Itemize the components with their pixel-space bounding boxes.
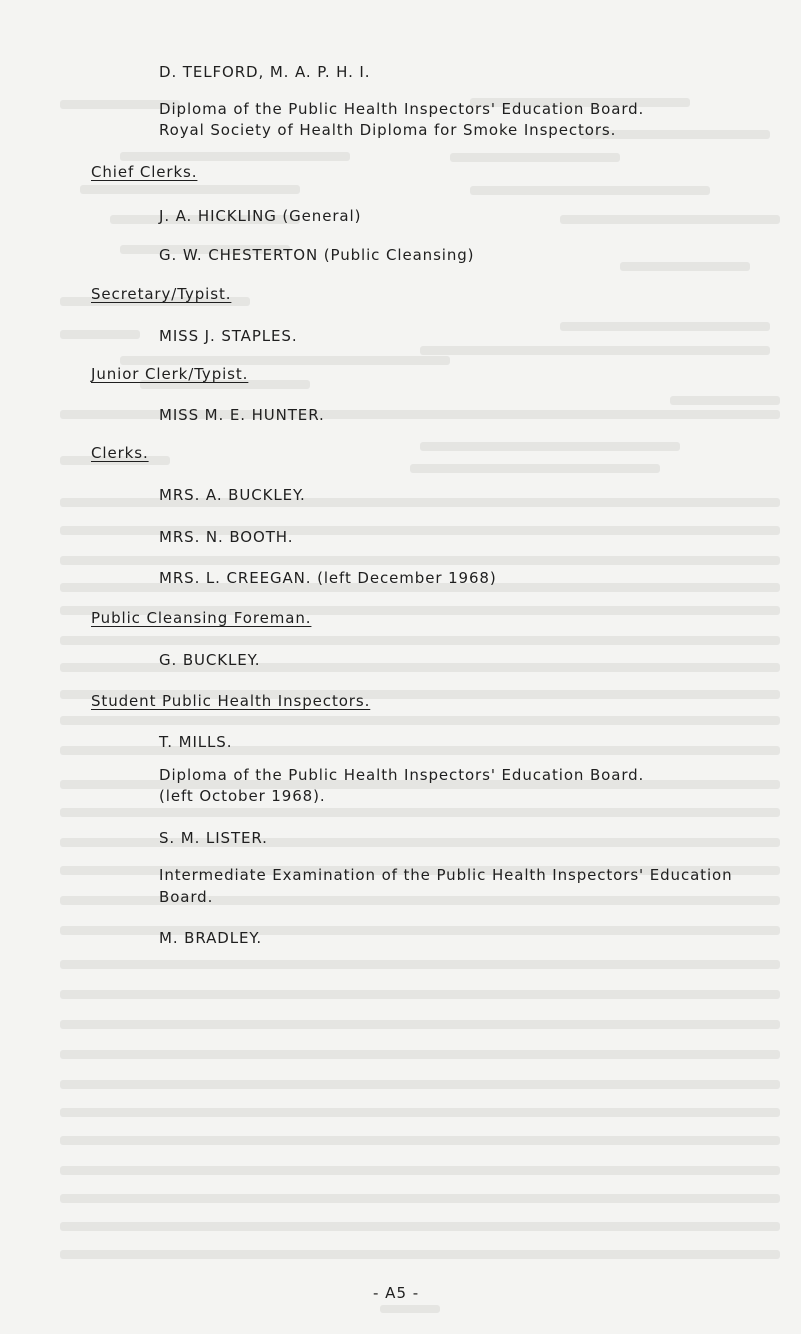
student-inspector-detail: Board.: [159, 888, 214, 906]
student-inspector-detail: Diploma of the Public Health Inspectors' Education Board.: [159, 766, 645, 784]
clerk-entry: MRS. N. BOOTH.: [159, 528, 294, 546]
chief-clerks-heading: Chief Clerks.: [91, 163, 198, 181]
student-inspectors-heading: Student Public Health Inspectors.: [91, 692, 371, 710]
student-inspector-detail: (left October 1968).: [159, 787, 326, 805]
public-cleansing-foreman-entry: G. BUCKLEY.: [159, 651, 261, 669]
student-inspector-detail: Intermediate Examination of the Public Health Inspectors' Education: [159, 866, 733, 884]
junior-clerk-typist-heading: Junior Clerk/Typist.: [91, 365, 249, 383]
clerk-entry: MRS. L. CREEGAN. (left December 1968): [159, 569, 497, 587]
junior-clerk-typist-entry: MISS M. E. HUNTER.: [159, 406, 325, 424]
student-inspector-entry: T. MILLS.: [159, 733, 233, 751]
public-cleansing-foreman-heading: Public Cleansing Foreman.: [91, 609, 312, 627]
inspector-qualification-2: Royal Society of Health Diploma for Smoke Inspectors.: [159, 121, 617, 139]
student-inspector-entry: M. BRADLEY.: [159, 929, 263, 947]
clerks-heading: Clerks.: [91, 444, 149, 462]
clerk-entry: MRS. A. BUCKLEY.: [159, 486, 306, 504]
chief-clerk-entry: J. A. HICKLING (General): [159, 207, 362, 225]
secretary-typist-entry: MISS J. STAPLES.: [159, 327, 298, 345]
inspector-qualification-1: Diploma of the Public Health Inspectors' Education Board.: [159, 100, 645, 118]
inspector-name: D. TELFORD, M. A. P. H. I.: [159, 63, 371, 81]
page-number: - A5 -: [373, 1284, 420, 1302]
chief-clerk-entry: G. W. CHESTERTON (Public Cleansing): [159, 246, 475, 264]
student-inspector-entry: S. M. LISTER.: [159, 829, 268, 847]
secretary-typist-heading: Secretary/Typist.: [91, 285, 232, 303]
